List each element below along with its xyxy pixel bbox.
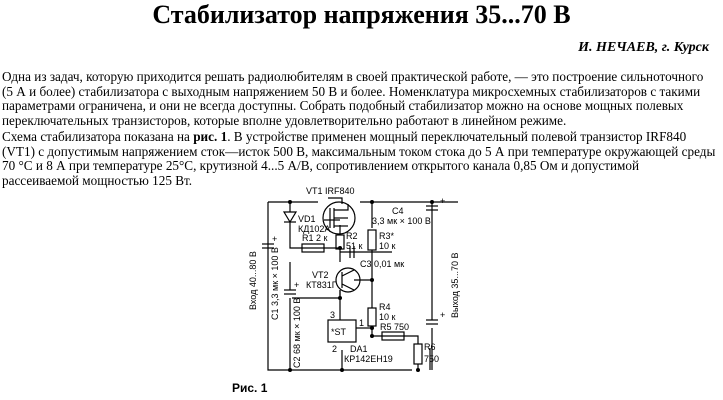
da1-type: КР142ЕН19 [344, 354, 393, 364]
c2-capacitor-symbol [284, 290, 296, 294]
c1-label: C1 3,3 мк × 100 В [270, 247, 280, 320]
r4-value: 10 к [379, 312, 396, 322]
paragraph-intro: Одна из задач, которую приходится решать радиолюбителям в своей практической работе, — это построение сильноточного (5 А и более) стабилизатора с выходным напряжением 50 В и более. Номенклатура микросхемных стабилизаторов с такими параметрами ограничена, и они не всегда доступны. Собрать подобный стабилизатор можно на основе мощных полевых переключательных транзисторов, которые вполне удовлетворительно работают в линейном режиме. [2, 69, 704, 128]
vd1-type: КД102А [298, 224, 331, 234]
r6-label: R6 [424, 342, 436, 352]
c2-label: C2 68 мк × 100 В [292, 297, 302, 368]
paragraph-schematic-rest: . В устройстве применен мощный переключательный полевой транзистор IRF840 (VT1) с допустимым напряжением сток—исток 500 В, максимальным током стока до 5 А при температуре окружающей среды 70 °С и 8 А при температуре 25°С, крутизной 4...5 А/В, сопротивлением открытого канала 0,85 Ом и допустимой рассеиваемой мощностью 125 Вт. [2, 129, 716, 188]
c3-label: C3 0,01 мк [360, 259, 405, 269]
vt1-label: VT1 IRF840 [306, 186, 355, 196]
output-plus: + [440, 310, 446, 320]
da1-label: DA1 [350, 344, 368, 354]
circuit-schematic [232, 180, 472, 400]
r3-value: 10 к [379, 241, 396, 251]
output-capacitor-symbol [426, 320, 438, 324]
paragraph-schematic-start: Схема стабилизатора показана на [2, 129, 194, 144]
r4-resistor-symbol [368, 308, 376, 326]
figure-reference-link: рис. 1 [193, 129, 228, 144]
r6-resistor-symbol [414, 344, 422, 364]
vt2-label: VT2 [312, 270, 329, 280]
c4-label: C4 [392, 206, 404, 216]
c1-plus: + [272, 234, 278, 244]
r5-label: R5 750 [380, 322, 410, 332]
c4-plus: + [440, 196, 446, 206]
c2-plus: + [294, 280, 300, 290]
r1-label: R1 2 к [302, 233, 328, 243]
r2-value: 51 к [346, 241, 363, 251]
vd1-diode-symbol [284, 212, 296, 222]
pin2-label: 2 [332, 344, 338, 354]
vd1-label: VD1 [298, 214, 316, 224]
r3-label: R3* [379, 231, 395, 241]
article-title: Стабилизатор напряжения 35...70 В [152, 0, 571, 29]
r3-resistor-symbol [368, 230, 376, 250]
output-label: Выход 35...70 В [450, 252, 460, 318]
figure-caption: Рис. 1 [232, 381, 268, 395]
input-label: Вход 40...80 В [248, 251, 258, 310]
article-author: И. НЕЧАЕВ, г. Курск [578, 40, 709, 55]
pin3-label: 3 [330, 310, 336, 320]
pin1-label: 1 [359, 318, 365, 328]
r6-value: 750 [424, 354, 440, 364]
c4-value: 3,3 мк × 100 В [372, 216, 431, 226]
r4-label: R4 [379, 302, 391, 312]
st-label: *ST [331, 327, 347, 337]
r2-label: R2 [346, 231, 358, 241]
vt2-type: КТ831Г [306, 280, 337, 290]
